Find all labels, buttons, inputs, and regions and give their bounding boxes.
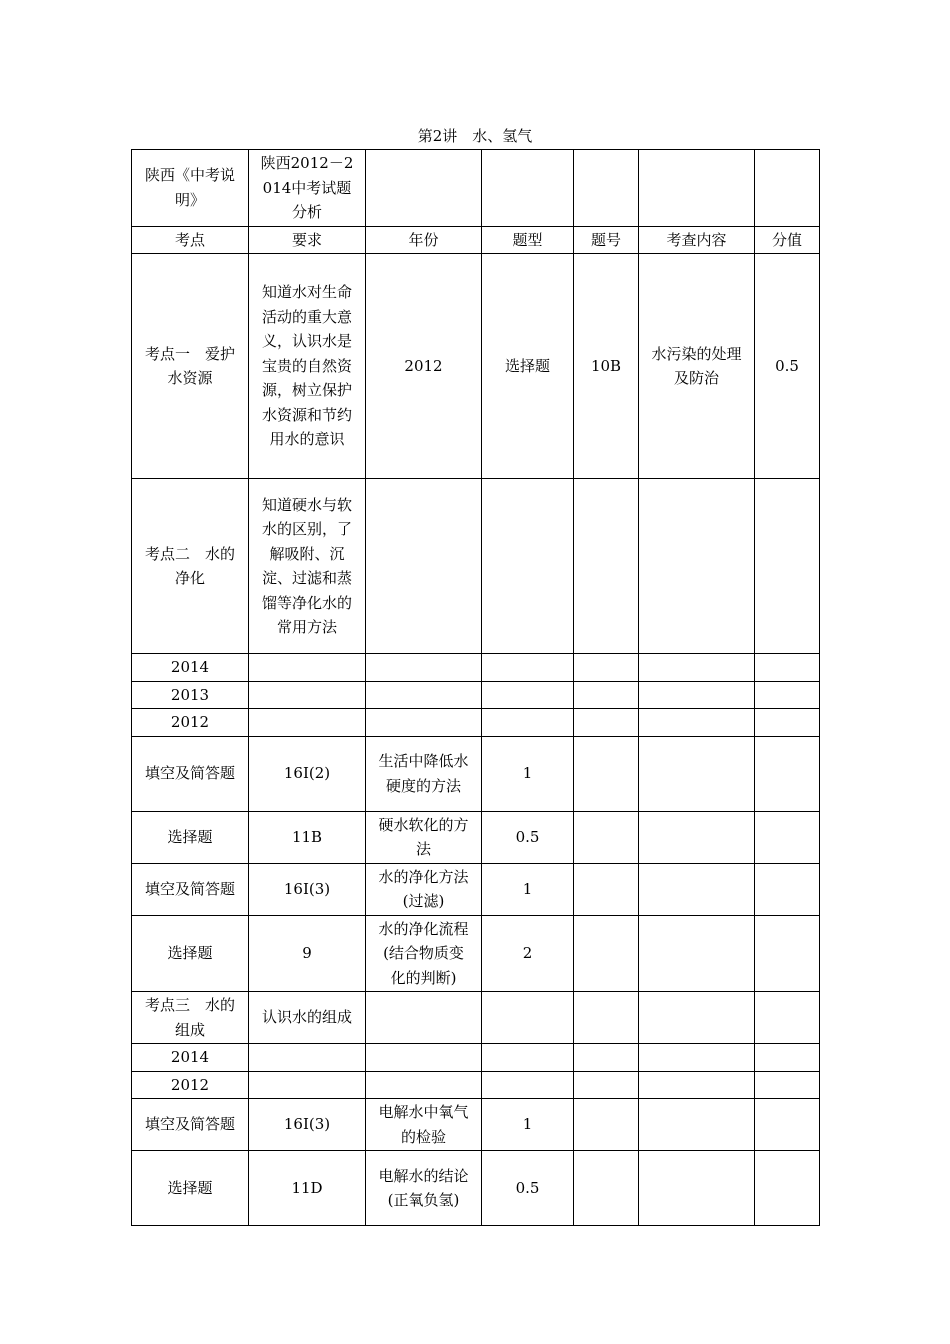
table-row xyxy=(132,254,820,479)
column-header: 题型 xyxy=(482,226,574,254)
table-cell: 2 xyxy=(482,915,574,992)
table-cell xyxy=(482,992,574,1044)
table-cell xyxy=(755,1044,820,1072)
table-cell xyxy=(639,681,755,709)
table-cell xyxy=(755,479,820,654)
table-cell xyxy=(249,1044,366,1072)
table-cell: 选择题 xyxy=(132,1151,249,1226)
table-cell xyxy=(639,1151,755,1226)
table-body xyxy=(132,254,820,1226)
table-cell xyxy=(755,1071,820,1099)
table-cell xyxy=(574,1071,639,1099)
table-cell xyxy=(639,992,755,1044)
table-cell: 填空及简答题 xyxy=(132,736,249,811)
header-row-source xyxy=(132,150,820,227)
column-header: 考查内容 xyxy=(639,226,755,254)
column-header: 题号 xyxy=(574,226,639,254)
table-row xyxy=(132,863,820,915)
table-cell: 水污染的处理及防治 xyxy=(639,254,755,479)
header-cell-exam-analysis: 陕西2012－2014中考试题分析 xyxy=(249,150,366,227)
table-cell xyxy=(482,1071,574,1099)
table-cell xyxy=(755,1099,820,1151)
table-cell xyxy=(574,681,639,709)
table-cell xyxy=(639,863,755,915)
table-cell xyxy=(482,709,574,737)
table-cell xyxy=(639,811,755,863)
table-cell xyxy=(755,681,820,709)
table-row xyxy=(132,1099,820,1151)
table-cell xyxy=(755,863,820,915)
table-cell xyxy=(755,654,820,682)
column-header: 年份 xyxy=(366,226,482,254)
table-cell xyxy=(574,736,639,811)
table-row xyxy=(132,915,820,992)
table-cell xyxy=(755,915,820,992)
table-row xyxy=(132,1151,820,1226)
table-cell: 2012 xyxy=(132,709,249,737)
table-cell xyxy=(639,654,755,682)
table-cell xyxy=(639,736,755,811)
table-cell: 2012 xyxy=(366,254,482,479)
table-cell xyxy=(366,479,482,654)
header-cell-blank xyxy=(366,150,482,227)
table-row xyxy=(132,479,820,654)
header-cell-exam-guide: 陕西《中考说明》 xyxy=(132,150,249,227)
table-cell: 考点二 水的净化 xyxy=(132,479,249,654)
table-cell: 生活中降低水硬度的方法 xyxy=(366,736,482,811)
table-cell: 0.5 xyxy=(482,811,574,863)
table-cell: 16I(3) xyxy=(249,1099,366,1151)
table-cell xyxy=(755,811,820,863)
table-cell xyxy=(249,1071,366,1099)
table-cell xyxy=(366,681,482,709)
table-cell: 11D xyxy=(249,1151,366,1226)
exam-analysis-table xyxy=(131,149,820,1226)
table-cell: 硬水软化的方法 xyxy=(366,811,482,863)
header-row-columns xyxy=(132,226,820,254)
header-cell-blank xyxy=(755,150,820,227)
table-row xyxy=(132,992,820,1044)
table-row xyxy=(132,1044,820,1072)
table-row xyxy=(132,736,820,811)
table-cell: 2013 xyxy=(132,681,249,709)
table-cell xyxy=(639,479,755,654)
table-cell xyxy=(249,709,366,737)
table-cell: 电解水的结论(正氧负氢) xyxy=(366,1151,482,1226)
table-cell: 9 xyxy=(249,915,366,992)
column-header: 考点 xyxy=(132,226,249,254)
table-cell: 选择题 xyxy=(132,915,249,992)
table-cell: 选择题 xyxy=(482,254,574,479)
table-cell xyxy=(574,709,639,737)
table-cell xyxy=(574,863,639,915)
table-cell xyxy=(639,1071,755,1099)
table-cell xyxy=(366,1071,482,1099)
table-cell: 16I(3) xyxy=(249,863,366,915)
table-row xyxy=(132,681,820,709)
table-cell: 填空及简答题 xyxy=(132,1099,249,1151)
table-cell xyxy=(482,1044,574,1072)
table-cell: 1 xyxy=(482,863,574,915)
table-cell: 16I(2) xyxy=(249,736,366,811)
table-cell xyxy=(574,915,639,992)
table-cell xyxy=(574,654,639,682)
table-cell: 填空及简答题 xyxy=(132,863,249,915)
column-header: 要求 xyxy=(249,226,366,254)
table-row xyxy=(132,654,820,682)
table-cell xyxy=(574,811,639,863)
table-cell: 0.5 xyxy=(482,1151,574,1226)
table-cell: 2014 xyxy=(132,1044,249,1072)
table-cell: 1 xyxy=(482,736,574,811)
table-cell xyxy=(755,992,820,1044)
table-cell xyxy=(755,1151,820,1226)
table-cell xyxy=(639,1099,755,1151)
table-cell: 电解水中氧气的检验 xyxy=(366,1099,482,1151)
table-cell xyxy=(249,654,366,682)
table-cell: 0.5 xyxy=(755,254,820,479)
table-cell xyxy=(574,1044,639,1072)
table-row xyxy=(132,811,820,863)
table-cell xyxy=(639,709,755,737)
table-cell xyxy=(574,992,639,1044)
table-cell: 知道水对生命活动的重大意义，认识水是宝贵的自然资源，树立保护水资源和节约用水的意识 xyxy=(249,254,366,479)
table-cell xyxy=(755,709,820,737)
table-cell: 水的净化方法(过滤) xyxy=(366,863,482,915)
table-cell: 1 xyxy=(482,1099,574,1151)
table-row xyxy=(132,709,820,737)
table-cell xyxy=(639,1044,755,1072)
header-cell-blank xyxy=(482,150,574,227)
table-cell xyxy=(574,1099,639,1151)
table-cell: 知道硬水与软水的区别，了解吸附、沉淀、过滤和蒸馏等净化水的常用方法 xyxy=(249,479,366,654)
table-cell xyxy=(482,654,574,682)
table-cell xyxy=(366,1044,482,1072)
table-cell: 考点一 爱护水资源 xyxy=(132,254,249,479)
table-cell xyxy=(639,915,755,992)
table-cell xyxy=(755,736,820,811)
table-cell: 考点三 水的组成 xyxy=(132,992,249,1044)
table-cell xyxy=(249,681,366,709)
table-cell xyxy=(482,479,574,654)
table-cell: 水的净化流程(结合物质变化的判断) xyxy=(366,915,482,992)
table-row xyxy=(132,1071,820,1099)
table-cell xyxy=(366,992,482,1044)
table-cell: 11B xyxy=(249,811,366,863)
table-cell: 2012 xyxy=(132,1071,249,1099)
table-cell: 2014 xyxy=(132,654,249,682)
table-cell xyxy=(482,681,574,709)
table-cell xyxy=(366,654,482,682)
page-title: 第2讲 水、氢气 xyxy=(417,127,533,145)
column-header: 分值 xyxy=(755,226,820,254)
table-cell: 认识水的组成 xyxy=(249,992,366,1044)
header-cell-blank xyxy=(639,150,755,227)
table-cell: 选择题 xyxy=(132,811,249,863)
table-cell xyxy=(366,709,482,737)
table-cell: 10B xyxy=(574,254,639,479)
header-cell-blank xyxy=(574,150,639,227)
table-cell xyxy=(574,1151,639,1226)
table-cell xyxy=(574,479,639,654)
